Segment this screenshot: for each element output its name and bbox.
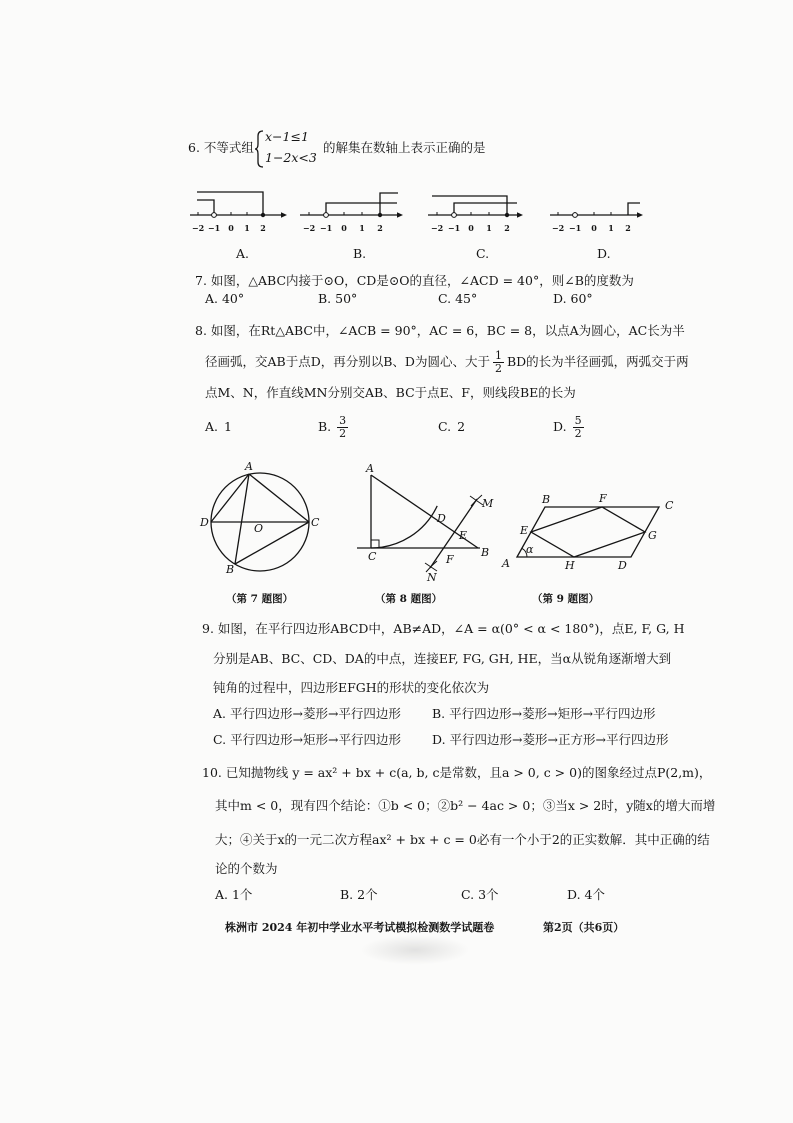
point-label: F (446, 553, 454, 566)
q7-option-a: A. 40° (205, 291, 245, 306)
figure-8-triangle-construction (350, 462, 500, 586)
point-label: N (427, 571, 437, 584)
scan-smudge (360, 935, 470, 965)
q6-inequality-2: 1−2x<3 (265, 150, 317, 165)
q9-stem-line-3: 钝角的过程中，四边形EFGH的形状的变化依次为 (213, 680, 490, 695)
tick-label: 0 (468, 223, 474, 233)
option-value: 2 (457, 419, 466, 434)
figure-7-caption: （第 7 题图） (226, 593, 294, 605)
q8-option-d (553, 414, 587, 440)
footer-exam-title: 株洲市 2024 年初中学业水平考试模拟检测数学试题卷 (225, 921, 495, 934)
tick-label: −2 (302, 223, 316, 233)
q8-stem-line-3: 点M、N，作直线MN分别交AB、BC于点E、F，则线段BE的长为 (205, 385, 576, 400)
figure-7-circle-diagram (195, 462, 325, 582)
tick-label: 2 (260, 223, 266, 233)
q7-stem: 7. 如图，△ABC内接于⊙O，CD是⊙O的直径，∠ACD = 40°，则∠B的度数为 (195, 273, 634, 288)
point-label: B (481, 546, 490, 559)
segment-bc (235, 522, 309, 564)
option-fraction (337, 415, 348, 440)
q9-option-c: C. 平行四边形→矩形→平行四边形 (213, 732, 402, 747)
point-label: H (565, 559, 575, 572)
q10-stem-line-2: 其中m < 0，现有四个结论：①b < 0；②b² − 4ac > 0；③当x > 2时，y随x的增大而增 (215, 798, 716, 813)
point-label: B (226, 563, 235, 576)
fraction-one-half (493, 350, 504, 375)
number-line-b (300, 193, 403, 233)
point-label: A (366, 462, 374, 475)
q9-option-b: B. 平行四边形→菱形→矩形→平行四边形 (432, 706, 656, 721)
fraction-numerator: 3 (339, 413, 347, 427)
figure-8-caption: （第 8 题图） (375, 593, 443, 605)
point-label: A (502, 557, 510, 570)
tick-label: −2 (551, 223, 565, 233)
q8-line-2-part-b: BD的长为半径画弧，两弧交于两 (506, 354, 689, 369)
figure-9-caption: （第 9 题图） (532, 593, 600, 605)
tick-label: 0 (591, 223, 597, 233)
figure-9-parallelogram (495, 490, 680, 575)
point-label: E (520, 524, 529, 537)
q8-stem-line-2 (205, 350, 689, 375)
number-line-d (550, 203, 643, 233)
tick-label: 1 (359, 223, 365, 233)
q10-option-c: C. 3个 (461, 887, 499, 902)
q8-line-2-part-a: 径画弧，交AB于点D，再分别以B、D为圆心、大于 (205, 354, 490, 369)
angle-label: α (526, 543, 534, 556)
point-label: G (648, 529, 657, 542)
option-value: 1 (224, 419, 232, 434)
point-label: C (368, 550, 377, 563)
tick-label: 0 (228, 223, 234, 233)
q7-option-c: C. 45° (438, 291, 478, 306)
arc-mark-m (471, 495, 482, 506)
option-fraction (573, 415, 584, 440)
tick-label: 2 (377, 223, 383, 233)
tick-label: 2 (504, 223, 510, 233)
q6-prefix: 6. 不等式组 (188, 140, 254, 155)
point-label: D (437, 512, 446, 525)
point-label: D (200, 516, 209, 529)
option-label: D. (553, 419, 567, 434)
q8-option-a (205, 414, 232, 440)
q6-option-c: C. (476, 246, 490, 261)
q6-suffix: 的解集在数轴上表示正确的是 (323, 140, 486, 155)
tick-label: −1 (568, 223, 582, 233)
q10-option-d: D. 4个 (567, 887, 605, 902)
point-label: A (245, 460, 253, 473)
q6-number-lines (185, 182, 650, 240)
fraction-denominator: 2 (339, 426, 347, 440)
tick-label: 0 (341, 223, 347, 233)
q10-stem-line-4: 论的个数为 (215, 861, 278, 876)
tick-label: −1 (207, 223, 221, 233)
option-label: A. (205, 419, 219, 434)
fraction-denominator: 2 (494, 362, 502, 375)
tick-label: −1 (319, 223, 333, 233)
tick-label: 1 (608, 223, 614, 233)
q6-system-brace (253, 129, 265, 169)
q8-option-c (438, 414, 465, 440)
point-label: F (599, 492, 607, 505)
q7-option-b: B. 50° (318, 291, 358, 306)
segment-ac (249, 474, 309, 522)
fraction-numerator: 5 (574, 413, 582, 427)
quadrilateral-efgh (531, 507, 645, 557)
tick-label: −1 (447, 223, 461, 233)
point-label: M (482, 497, 494, 510)
q6-inequality-1: x−1≤1 (265, 129, 309, 144)
q10-option-b: B. 2个 (340, 887, 378, 902)
number-line-a (190, 192, 287, 233)
tick-label: −2 (430, 223, 444, 233)
point-label: C (665, 499, 674, 512)
q10-stem-line-3: 大；④关于x的一元二次方程ax² + bx + c = 0必有一个小于2的正实数解．其中正确的结 (215, 832, 710, 847)
segment-ab (235, 474, 249, 564)
q9-option-d: D. 平行四边形→菱形→正方形→平行四边形 (432, 732, 669, 747)
q10-stem-line-1: 10. 已知抛物线 y = ax² + bx + c(a, b, c是常数，且a > 0, c > 0)的图象经过点P(2,m)， (202, 765, 712, 780)
q6-option-b: B. (353, 246, 367, 261)
q9-stem-line-1: 9. 如图，在平行四边形ABCD中，AB≠AD，∠A = α(0° < α < 180°)，点E, F, G, H (202, 621, 685, 636)
point-label: O (254, 522, 264, 535)
tick-label: 1 (244, 223, 250, 233)
q10-option-a: A. 1个 (215, 887, 253, 902)
option-label: B. (318, 419, 332, 434)
arc-cd (371, 506, 437, 548)
q6-option-d: D. (597, 246, 611, 261)
tick-label: 1 (486, 223, 492, 233)
point-label: E (459, 529, 468, 542)
q6-option-a: A. (236, 246, 250, 261)
q8-stem-line-1: 8. 如图，在Rt△ABC中，∠ACB = 90°，AC = 6，BC = 8，以点A为圆心，AC长为半 (195, 323, 685, 338)
parallelogram-abcd (517, 507, 659, 557)
right-angle-mark (371, 540, 379, 548)
point-label: C (311, 516, 320, 529)
fraction-numerator: 1 (494, 349, 502, 362)
point-label: D (618, 559, 627, 572)
q9-option-a: A. 平行四边形→菱形→平行四边形 (213, 706, 401, 721)
tick-label: 2 (625, 223, 631, 233)
q8-option-b (318, 414, 351, 440)
number-line-c (428, 196, 523, 233)
footer-page-number: 第2页（共6页） (543, 921, 625, 934)
option-label: C. (438, 419, 452, 434)
q7-option-d: D. 60° (553, 291, 593, 306)
point-label: B (542, 493, 551, 506)
q9-stem-line-2: 分别是AB、BC、CD、DA的中点，连接EF, FG, GH, HE，当α从锐角逐渐增大到 (213, 651, 672, 666)
tick-label: −2 (191, 223, 205, 233)
fraction-denominator: 2 (574, 426, 582, 440)
